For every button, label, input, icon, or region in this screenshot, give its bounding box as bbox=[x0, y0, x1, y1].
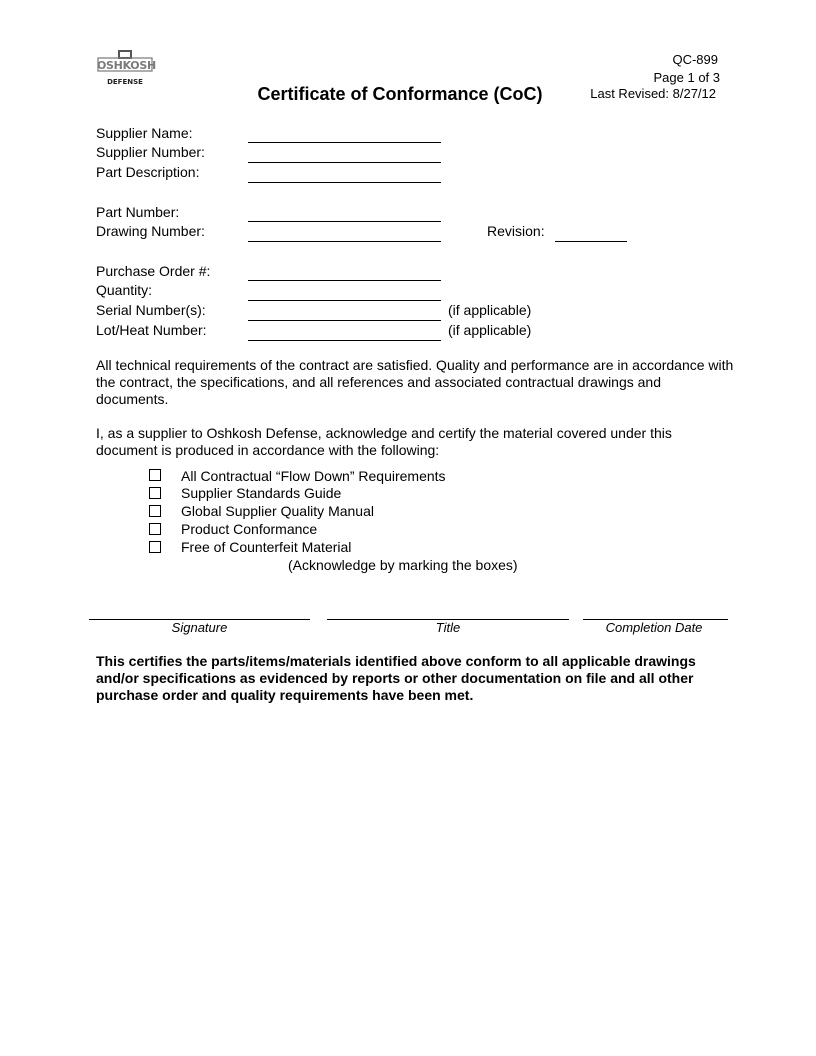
requirements-statement: All technical requirements of the contract are satisfied. Quality and performance are in accordance with the contract, the specifications, and all references and associated contractual drawings and documents. bbox=[96, 357, 734, 407]
lot-heat-number-label: Lot/Heat Number: bbox=[96, 322, 207, 338]
logo-brand: OSHKOSH bbox=[97, 59, 156, 72]
checkbox-flow-down[interactable] bbox=[149, 469, 161, 481]
serial-numbers-field[interactable] bbox=[248, 320, 441, 321]
checkbox-counterfeit[interactable] bbox=[149, 541, 161, 553]
part-description-field[interactable] bbox=[248, 182, 441, 183]
last-revised: Last Revised: 8/27/12 bbox=[590, 86, 716, 101]
supplier-number-field[interactable] bbox=[248, 162, 441, 163]
supplier-name-label: Supplier Name: bbox=[96, 125, 193, 141]
supplier-number-label: Supplier Number: bbox=[96, 144, 205, 160]
checkbox-standards-guide[interactable] bbox=[149, 487, 161, 499]
checkbox-quality-manual[interactable] bbox=[149, 505, 161, 517]
checklist-item-product-conformance: Product Conformance bbox=[181, 521, 318, 537]
acknowledge-note: (Acknowledge by marking the boxes) bbox=[288, 557, 518, 573]
purchase-order-label: Purchase Order #: bbox=[96, 263, 211, 279]
lot-if-applicable: (if applicable) bbox=[448, 322, 532, 338]
checklist-item-counterfeit: Free of Counterfeit Material bbox=[181, 539, 352, 555]
part-description-label: Part Description: bbox=[96, 164, 200, 180]
logo-division: DEFENSE bbox=[107, 78, 143, 86]
checklist-item-flow-down: All Contractual “Flow Down” Requirements bbox=[181, 468, 446, 484]
revision-field[interactable] bbox=[555, 241, 627, 242]
purchase-order-field[interactable] bbox=[248, 280, 441, 281]
doc-id: QC-899 bbox=[672, 52, 718, 67]
part-number-field[interactable] bbox=[248, 221, 441, 222]
completion-date-label: Completion Date bbox=[605, 620, 703, 635]
certification-statement: This certifies the parts/items/materials identified above conform to all applicable drawings and/or specifications as evidenced by reports or other documentation on file and all other purchase order and quality requirements have been met. bbox=[96, 653, 696, 703]
page-number: Page 1 of 3 bbox=[653, 70, 720, 85]
title-label: Title bbox=[435, 620, 461, 635]
page-title: Certificate of Conformance (CoC) bbox=[257, 84, 543, 104]
checklist-item-quality-manual: Global Supplier Quality Manual bbox=[181, 503, 374, 519]
serial-if-applicable: (if applicable) bbox=[448, 302, 532, 318]
drawing-number-label: Drawing Number: bbox=[96, 223, 205, 239]
drawing-number-field[interactable] bbox=[248, 241, 441, 242]
signature-label: Signature bbox=[171, 620, 228, 635]
quantity-field[interactable] bbox=[248, 300, 441, 301]
checkbox-product-conformance[interactable] bbox=[149, 523, 161, 535]
part-number-label: Part Number: bbox=[96, 204, 180, 220]
serial-numbers-label: Serial Number(s): bbox=[96, 302, 206, 318]
certify-intro: I, as a supplier to Oshkosh Defense, acknowledge and certify the material covered under this document is produced in accordance with the following: bbox=[96, 425, 672, 458]
lot-heat-number-field[interactable] bbox=[248, 340, 441, 341]
revision-label: Revision: bbox=[487, 223, 545, 239]
checklist-item-standards-guide: Supplier Standards Guide bbox=[181, 485, 342, 501]
supplier-name-field[interactable] bbox=[248, 142, 441, 143]
quantity-label: Quantity: bbox=[96, 282, 153, 298]
